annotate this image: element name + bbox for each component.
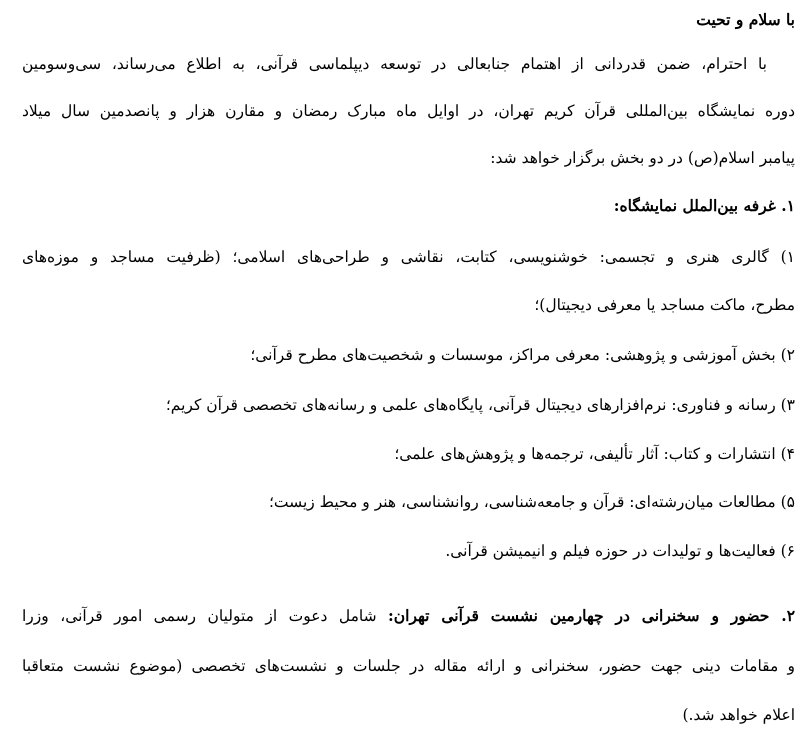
section-1-item-1-line-1: ۱) گالری هنری و تجسمی: خوشنویسی، کتابت، نقاشی و طراحی‌های اسلامی؛ (ظرفیت مساجد و موزه‌های xyxy=(22,248,795,266)
section-1-item-6: ۶) فعالیت‌ها و تولیدات در حوزه فیلم و انیمیشن قرآنی. xyxy=(445,542,795,560)
section-1-item-2: ۲) بخش آموزشی و پژوهشی: معرفی مراکز، موسسات و شخصیت‌های مطرح قرآنی؛ xyxy=(250,346,795,364)
section-2-line-1 xyxy=(22,604,795,628)
section-1-item-3: ۳) رسانه و فناوری: نرم‌افزارهای دیجیتال قرآنی، پایگاه‌های علمی و رسانه‌های تخصصی قرآن کریم؛ xyxy=(165,396,795,414)
section-2-line-1-text: شامل دعوت از متولیان رسمی امور قرآنی، وزرا xyxy=(22,607,389,625)
greeting: با سلام و تحیت xyxy=(696,10,795,29)
intro-line-1: با احترام، ضمن قدردانی از اهتمام جنابعالی در توسعه دیپلماسی قرآنی، به اطلاع می‌رساند، سی‌وسومین xyxy=(22,55,767,73)
intro-line-3: پیامبر اسلام(ص) در دو بخش برگزار خواهد شد: xyxy=(490,149,795,167)
section-2-line-2: و مقامات دینی جهت حضور، سخنرانی و ارائه مقاله در جلسات و نشست‌های تخصصی (موضوع نشست متعاقبا xyxy=(22,657,795,675)
section-1-heading: ۱. غرفه بین‌الملل نمایشگاه: xyxy=(613,196,795,215)
intro-line-2: دوره نمایشگاه بین‌المللی قرآن کریم تهران، در اوایل ماه مبارک رمضان و مقارن هزار و پانصدمین سال میلاد xyxy=(22,102,795,120)
section-1-item-1-line-2: مطرح، ماکت مساجد یا معرفی دیجیتال)؛ xyxy=(534,296,795,314)
section-1-item-4: ۴) انتشارات و کتاب: آثار تألیفی، ترجمه‌ها و پژوهش‌های علمی؛ xyxy=(394,445,795,463)
section-2-heading: ۲. حضور و سخنرانی در چهارمین نشست قرآنی تهران: xyxy=(388,606,796,625)
section-2-line-3: اعلام خواهد شد.) xyxy=(682,706,795,724)
section-1-item-5: ۵) مطالعات میان‌رشته‌ای: قرآن و جامعه‌شناسی، روانشناسی، هنر و محیط زیست؛ xyxy=(268,493,795,511)
